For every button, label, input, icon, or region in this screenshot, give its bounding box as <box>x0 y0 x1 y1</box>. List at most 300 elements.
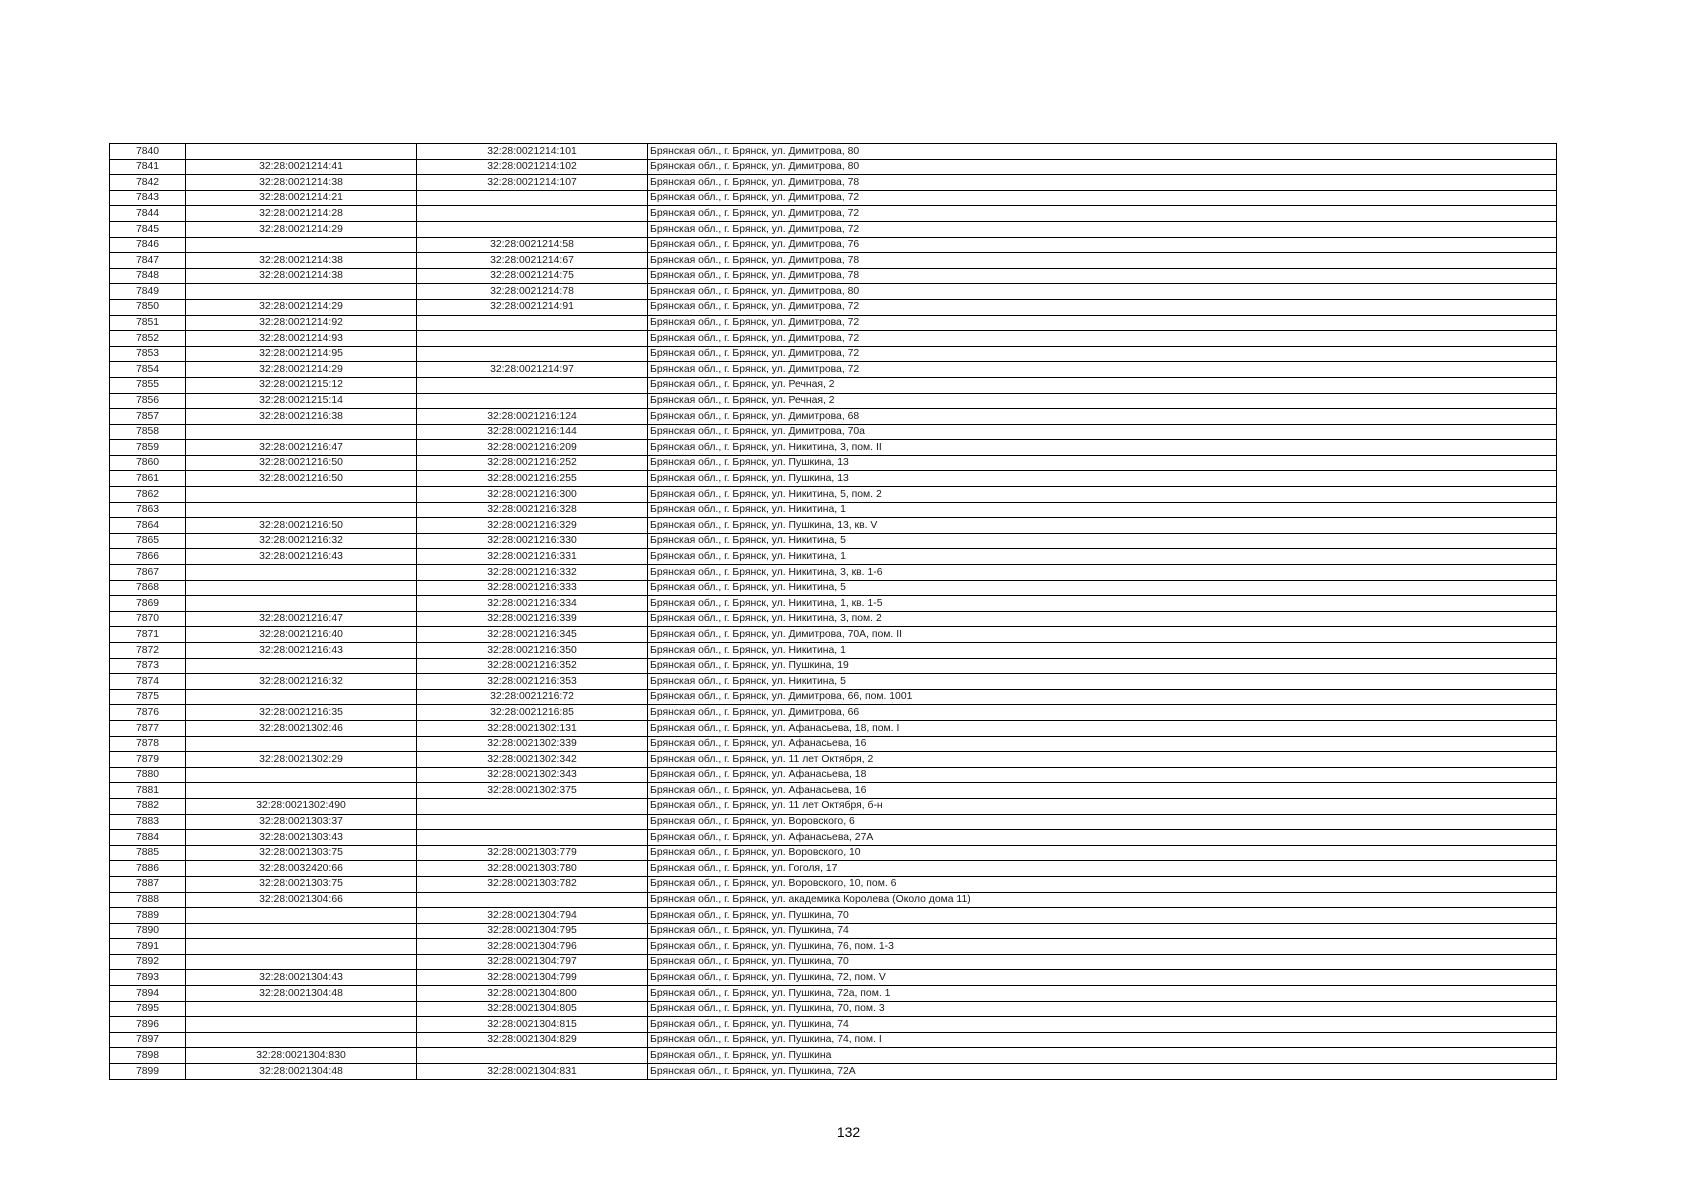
table-row <box>110 1032 1557 1048</box>
row-number-cell: 7859 <box>110 440 186 456</box>
row-number-cell: 7869 <box>110 596 186 612</box>
land-cadastral-number-cell: 32:28:0021216:38 <box>186 409 417 425</box>
row-number-cell: 7880 <box>110 767 186 783</box>
table-row <box>110 377 1557 393</box>
land-cadastral-number-cell <box>186 565 417 581</box>
land-cadastral-number-cell: 32:28:0021302:490 <box>186 798 417 814</box>
table-row <box>110 830 1557 846</box>
table-row <box>110 783 1557 799</box>
row-number-cell: 7886 <box>110 861 186 877</box>
address-cell: Брянская обл., г. Брянск, ул. Пушкина, 74 <box>648 923 1557 939</box>
address-cell: Брянская обл., г. Брянск, ул. Речная, 2 <box>648 377 1557 393</box>
row-number-cell: 7882 <box>110 798 186 814</box>
row-number-cell: 7851 <box>110 315 186 331</box>
row-number-cell: 7888 <box>110 892 186 908</box>
table-row <box>110 939 1557 955</box>
table-row <box>110 221 1557 237</box>
land-cadastral-number-cell: 32:28:0021214:92 <box>186 315 417 331</box>
address-cell: Брянская обл., г. Брянск, ул. Пушкина, 72а, пом. 1 <box>648 986 1557 1002</box>
table-row <box>110 518 1557 534</box>
object-cadastral-number-cell <box>417 892 648 908</box>
address-cell: Брянская обл., г. Брянск, ул. Афанасьева, 27А <box>648 830 1557 846</box>
address-cell: Брянская обл., г. Брянск, ул. Димитрова, 68 <box>648 409 1557 425</box>
address-cell: Брянская обл., г. Брянск, ул. 11 лет Октября, 2 <box>648 752 1557 768</box>
row-number-cell: 7877 <box>110 720 186 736</box>
address-cell: Брянская обл., г. Брянск, ул. Гоголя, 17 <box>648 861 1557 877</box>
row-number-cell: 7861 <box>110 471 186 487</box>
row-number-cell: 7873 <box>110 658 186 674</box>
table-row <box>110 346 1557 362</box>
land-cadastral-number-cell: 32:28:0021303:75 <box>186 845 417 861</box>
object-cadastral-number-cell: 32:28:0021216:255 <box>417 471 648 487</box>
cadastral-table <box>109 143 1557 1080</box>
address-cell: Брянская обл., г. Брянск, ул. Никитина, 1, кв. 1-5 <box>648 596 1557 612</box>
object-cadastral-number-cell <box>417 221 648 237</box>
table-row <box>110 970 1557 986</box>
table-row <box>110 331 1557 347</box>
row-number-cell: 7890 <box>110 923 186 939</box>
object-cadastral-number-cell: 32:28:0021216:329 <box>417 518 648 534</box>
address-cell: Брянская обл., г. Брянск, ул. Димитрова, 66, пом. 1001 <box>648 689 1557 705</box>
land-cadastral-number-cell: 32:28:0021302:46 <box>186 720 417 736</box>
land-cadastral-number-cell <box>186 783 417 799</box>
row-number-cell: 7841 <box>110 159 186 175</box>
row-number-cell: 7860 <box>110 455 186 471</box>
land-cadastral-number-cell <box>186 736 417 752</box>
row-number-cell: 7895 <box>110 1001 186 1017</box>
land-cadastral-number-cell: 32:28:0021214:38 <box>186 253 417 269</box>
table-row <box>110 986 1557 1002</box>
object-cadastral-number-cell: 32:28:0021304:797 <box>417 954 648 970</box>
address-cell: Брянская обл., г. Брянск, ул. Пушкина, 13 <box>648 471 1557 487</box>
object-cadastral-number-cell: 32:28:0021302:342 <box>417 752 648 768</box>
object-cadastral-number-cell: 32:28:0021216:332 <box>417 565 648 581</box>
table-row <box>110 643 1557 659</box>
object-cadastral-number-cell: 32:28:0021303:782 <box>417 876 648 892</box>
address-cell: Брянская обл., г. Брянск, ул. Никитина, 1 <box>648 643 1557 659</box>
row-number-cell: 7865 <box>110 533 186 549</box>
object-cadastral-number-cell <box>417 190 648 206</box>
land-cadastral-number-cell: 32:28:0021214:21 <box>186 190 417 206</box>
object-cadastral-number-cell <box>417 377 648 393</box>
table-row <box>110 720 1557 736</box>
table-row <box>110 424 1557 440</box>
table-row <box>110 565 1557 581</box>
object-cadastral-number-cell: 32:28:0021216:252 <box>417 455 648 471</box>
land-cadastral-number-cell: 32:28:0021303:43 <box>186 830 417 846</box>
object-cadastral-number-cell: 32:28:0021304:796 <box>417 939 648 955</box>
object-cadastral-number-cell: 32:28:0021304:815 <box>417 1017 648 1033</box>
land-cadastral-number-cell: 32:28:0021216:43 <box>186 643 417 659</box>
table-row <box>110 471 1557 487</box>
row-number-cell: 7867 <box>110 565 186 581</box>
address-cell: Брянская обл., г. Брянск, ул. Никитина, 1 <box>648 549 1557 565</box>
address-cell: Брянская обл., г. Брянск, ул. Воровского, 10 <box>648 845 1557 861</box>
land-cadastral-number-cell <box>186 502 417 518</box>
land-cadastral-number-cell: 32:28:0021304:43 <box>186 970 417 986</box>
address-cell: Брянская обл., г. Брянск, ул. Димитрова, 72 <box>648 346 1557 362</box>
land-cadastral-number-cell: 32:28:0021304:48 <box>186 1064 417 1080</box>
land-cadastral-number-cell <box>186 424 417 440</box>
land-cadastral-number-cell: 32:28:0021304:48 <box>186 986 417 1002</box>
table-row <box>110 1048 1557 1064</box>
address-cell: Брянская обл., г. Брянск, ул. Пушкина, 70 <box>648 908 1557 924</box>
object-cadastral-number-cell: 32:28:0021214:107 <box>417 175 648 191</box>
object-cadastral-number-cell: 32:28:0021216:85 <box>417 705 648 721</box>
table-row <box>110 892 1557 908</box>
land-cadastral-number-cell: 32:28:0021214:29 <box>186 221 417 237</box>
address-cell: Брянская обл., г. Брянск, ул. Пушкина, 74, пом. I <box>648 1032 1557 1048</box>
table-row <box>110 611 1557 627</box>
land-cadastral-number-cell: 32:28:0021214:29 <box>186 299 417 315</box>
table-row <box>110 908 1557 924</box>
table-row <box>110 268 1557 284</box>
address-cell: Брянская обл., г. Брянск, ул. Пушкина, 13 <box>648 455 1557 471</box>
row-number-cell: 7876 <box>110 705 186 721</box>
table-row <box>110 876 1557 892</box>
row-number-cell: 7891 <box>110 939 186 955</box>
row-number-cell: 7878 <box>110 736 186 752</box>
row-number-cell: 7872 <box>110 643 186 659</box>
object-cadastral-number-cell: 32:28:0021216:333 <box>417 580 648 596</box>
table-row <box>110 144 1557 160</box>
address-cell: Брянская обл., г. Брянск, ул. Речная, 2 <box>648 393 1557 409</box>
object-cadastral-number-cell: 32:28:0021216:328 <box>417 502 648 518</box>
table-row <box>110 1064 1557 1080</box>
table-row <box>110 159 1557 175</box>
address-cell: Брянская обл., г. Брянск, ул. Афанасьева, 18, пом. I <box>648 720 1557 736</box>
land-cadastral-number-cell: 32:28:0021216:40 <box>186 627 417 643</box>
land-cadastral-number-cell: 32:28:0021303:37 <box>186 814 417 830</box>
table-row <box>110 689 1557 705</box>
row-number-cell: 7881 <box>110 783 186 799</box>
object-cadastral-number-cell: 32:28:0021302:131 <box>417 720 648 736</box>
object-cadastral-number-cell: 32:28:0021303:780 <box>417 861 648 877</box>
land-cadastral-number-cell <box>186 596 417 612</box>
row-number-cell: 7887 <box>110 876 186 892</box>
address-cell: Брянская обл., г. Брянск, ул. Воровского, 6 <box>648 814 1557 830</box>
land-cadastral-number-cell <box>186 1017 417 1033</box>
address-cell: Брянская обл., г. Брянск, ул. Пушкина, 13, кв. V <box>648 518 1557 534</box>
object-cadastral-number-cell: 32:28:0021214:67 <box>417 253 648 269</box>
address-cell: Брянская обл., г. Брянск, ул. Димитрова, 78 <box>648 253 1557 269</box>
address-cell: Брянская обл., г. Брянск, ул. Димитрова, 72 <box>648 315 1557 331</box>
land-cadastral-number-cell <box>186 689 417 705</box>
land-cadastral-number-cell: 32:28:0021216:50 <box>186 455 417 471</box>
address-cell: Брянская обл., г. Брянск, ул. Пушкина, 72, пом. V <box>648 970 1557 986</box>
object-cadastral-number-cell <box>417 331 648 347</box>
address-cell: Брянская обл., г. Брянск, ул. Димитрова, 72 <box>648 206 1557 222</box>
land-cadastral-number-cell: 32:28:0021214:95 <box>186 346 417 362</box>
object-cadastral-number-cell: 32:28:0021216:330 <box>417 533 648 549</box>
object-cadastral-number-cell: 32:28:0021304:831 <box>417 1064 648 1080</box>
address-cell: Брянская обл., г. Брянск, ул. Димитрова, 72 <box>648 221 1557 237</box>
address-cell: Брянская обл., г. Брянск, ул. Никитина, 3, пом. II <box>648 440 1557 456</box>
land-cadastral-number-cell: 32:28:0021216:35 <box>186 705 417 721</box>
address-cell: Брянская обл., г. Брянск, ул. Димитрова, 76 <box>648 237 1557 253</box>
row-number-cell: 7893 <box>110 970 186 986</box>
row-number-cell: 7899 <box>110 1064 186 1080</box>
object-cadastral-number-cell: 32:28:0021216:352 <box>417 658 648 674</box>
row-number-cell: 7874 <box>110 674 186 690</box>
land-cadastral-number-cell: 32:28:0021214:29 <box>186 362 417 378</box>
table-row <box>110 705 1557 721</box>
object-cadastral-number-cell: 32:28:0021214:58 <box>417 237 648 253</box>
object-cadastral-number-cell: 32:28:0021304:799 <box>417 970 648 986</box>
row-number-cell: 7844 <box>110 206 186 222</box>
land-cadastral-number-cell <box>186 1001 417 1017</box>
land-cadastral-number-cell: 32:28:0021216:50 <box>186 471 417 487</box>
table-row <box>110 502 1557 518</box>
object-cadastral-number-cell: 32:28:0021304:795 <box>417 923 648 939</box>
address-cell: Брянская обл., г. Брянск, ул. Пушкина, 70 <box>648 954 1557 970</box>
object-cadastral-number-cell: 32:28:0021304:829 <box>417 1032 648 1048</box>
object-cadastral-number-cell: 32:28:0021302:343 <box>417 767 648 783</box>
row-number-cell: 7856 <box>110 393 186 409</box>
address-cell: Брянская обл., г. Брянск, ул. Никитина, 5 <box>648 674 1557 690</box>
table-row <box>110 533 1557 549</box>
object-cadastral-number-cell: 32:28:0021214:102 <box>417 159 648 175</box>
address-cell: Брянская обл., г. Брянск, ул. академика Королева (Около дома 11) <box>648 892 1557 908</box>
land-cadastral-number-cell <box>186 954 417 970</box>
table-row <box>110 315 1557 331</box>
land-cadastral-number-cell <box>186 923 417 939</box>
land-cadastral-number-cell: 32:28:0021214:28 <box>186 206 417 222</box>
address-cell: Брянская обл., г. Брянск, ул. Пушкина, 19 <box>648 658 1557 674</box>
address-cell: Брянская обл., г. Брянск, ул. Димитрова, 66 <box>648 705 1557 721</box>
table-row <box>110 767 1557 783</box>
table-row <box>110 362 1557 378</box>
address-cell: Брянская обл., г. Брянск, ул. Афанасьева, 16 <box>648 783 1557 799</box>
address-cell: Брянская обл., г. Брянск, ул. Никитина, 5, пом. 2 <box>648 487 1557 503</box>
table-row <box>110 954 1557 970</box>
row-number-cell: 7897 <box>110 1032 186 1048</box>
table-row <box>110 674 1557 690</box>
object-cadastral-number-cell: 32:28:0021216:345 <box>417 627 648 643</box>
address-cell: Брянская обл., г. Брянск, ул. Димитрова, 80 <box>648 159 1557 175</box>
row-number-cell: 7870 <box>110 611 186 627</box>
table-row <box>110 253 1557 269</box>
table-row <box>110 861 1557 877</box>
address-cell: Брянская обл., г. Брянск, ул. Никитина, 5 <box>648 533 1557 549</box>
object-cadastral-number-cell <box>417 315 648 331</box>
table-row <box>110 798 1557 814</box>
address-cell: Брянская обл., г. Брянск, ул. Димитрова, 72 <box>648 299 1557 315</box>
table-row <box>110 814 1557 830</box>
row-number-cell: 7845 <box>110 221 186 237</box>
table-row <box>110 658 1557 674</box>
address-cell: Брянская обл., г. Брянск, ул. Афанасьева, 18 <box>648 767 1557 783</box>
row-number-cell: 7889 <box>110 908 186 924</box>
table-row <box>110 393 1557 409</box>
object-cadastral-number-cell: 32:28:0021216:300 <box>417 487 648 503</box>
object-cadastral-number-cell: 32:28:0021216:72 <box>417 689 648 705</box>
address-cell: Брянская обл., г. Брянск, ул. Пушкина, 70, пом. 3 <box>648 1001 1557 1017</box>
object-cadastral-number-cell: 32:28:0021216:144 <box>417 424 648 440</box>
row-number-cell: 7896 <box>110 1017 186 1033</box>
address-cell: Брянская обл., г. Брянск, ул. Димитрова, 72 <box>648 190 1557 206</box>
object-cadastral-number-cell: 32:28:0021214:91 <box>417 299 648 315</box>
address-cell: Брянская обл., г. Брянск, ул. 11 лет Октября, б-н <box>648 798 1557 814</box>
address-cell: Брянская обл., г. Брянск, ул. Афанасьева, 16 <box>648 736 1557 752</box>
object-cadastral-number-cell: 32:28:0021216:353 <box>417 674 648 690</box>
row-number-cell: 7849 <box>110 284 186 300</box>
table-row <box>110 596 1557 612</box>
page-number: 132 <box>836 1124 861 1140</box>
land-cadastral-number-cell: 32:28:0021303:75 <box>186 876 417 892</box>
row-number-cell: 7883 <box>110 814 186 830</box>
land-cadastral-number-cell <box>186 939 417 955</box>
table-row <box>110 845 1557 861</box>
object-cadastral-number-cell: 32:28:0021302:339 <box>417 736 648 752</box>
table-row <box>110 440 1557 456</box>
row-number-cell: 7898 <box>110 1048 186 1064</box>
table-row <box>110 1017 1557 1033</box>
row-number-cell: 7842 <box>110 175 186 191</box>
object-cadastral-number-cell: 32:28:0021216:339 <box>417 611 648 627</box>
land-cadastral-number-cell <box>186 767 417 783</box>
table-row <box>110 752 1557 768</box>
land-cadastral-number-cell <box>186 237 417 253</box>
land-cadastral-number-cell: 32:28:0021216:50 <box>186 518 417 534</box>
row-number-cell: 7852 <box>110 331 186 347</box>
row-number-cell: 7855 <box>110 377 186 393</box>
table-row <box>110 409 1557 425</box>
row-number-cell: 7848 <box>110 268 186 284</box>
row-number-cell: 7864 <box>110 518 186 534</box>
object-cadastral-number-cell <box>417 346 648 362</box>
table-row <box>110 237 1557 253</box>
row-number-cell: 7843 <box>110 190 186 206</box>
object-cadastral-number-cell: 32:28:0021304:805 <box>417 1001 648 1017</box>
row-number-cell: 7863 <box>110 502 186 518</box>
row-number-cell: 7847 <box>110 253 186 269</box>
row-number-cell: 7850 <box>110 299 186 315</box>
row-number-cell: 7858 <box>110 424 186 440</box>
table-row <box>110 1001 1557 1017</box>
table-row <box>110 487 1557 503</box>
address-cell: Брянская обл., г. Брянск, ул. Пушкина, 74 <box>648 1017 1557 1033</box>
table-row <box>110 923 1557 939</box>
table-row <box>110 284 1557 300</box>
land-cadastral-number-cell: 32:28:0021304:66 <box>186 892 417 908</box>
address-cell: Брянская обл., г. Брянск, ул. Никитина, 3, пом. 2 <box>648 611 1557 627</box>
address-cell: Брянская обл., г. Брянск, ул. Димитрова, 70а <box>648 424 1557 440</box>
object-cadastral-number-cell: 32:28:0021214:101 <box>417 144 648 160</box>
object-cadastral-number-cell <box>417 206 648 222</box>
land-cadastral-number-cell: 32:28:0021302:29 <box>186 752 417 768</box>
object-cadastral-number-cell <box>417 798 648 814</box>
address-cell: Брянская обл., г. Брянск, ул. Димитрова, 78 <box>648 268 1557 284</box>
row-number-cell: 7879 <box>110 752 186 768</box>
row-number-cell: 7885 <box>110 845 186 861</box>
land-cadastral-number-cell <box>186 1032 417 1048</box>
address-cell: Брянская обл., г. Брянск, ул. Никитина, 5 <box>648 580 1557 596</box>
land-cadastral-number-cell <box>186 284 417 300</box>
land-cadastral-number-cell: 32:28:0021214:93 <box>186 331 417 347</box>
land-cadastral-number-cell: 32:28:0021216:32 <box>186 533 417 549</box>
land-cadastral-number-cell: 32:28:0021214:38 <box>186 268 417 284</box>
address-cell: Брянская обл., г. Брянск, ул. Никитина, 3, кв. 1-6 <box>648 565 1557 581</box>
land-cadastral-number-cell: 32:28:0021214:38 <box>186 175 417 191</box>
land-cadastral-number-cell: 32:28:0021215:12 <box>186 377 417 393</box>
address-cell: Брянская обл., г. Брянск, ул. Димитрова, 78 <box>648 175 1557 191</box>
table-row <box>110 455 1557 471</box>
land-cadastral-number-cell: 32:28:0021214:41 <box>186 159 417 175</box>
object-cadastral-number-cell: 32:28:0021303:779 <box>417 845 648 861</box>
address-cell: Брянская обл., г. Брянск, ул. Димитрова, 70А, пом. II <box>648 627 1557 643</box>
object-cadastral-number-cell: 32:28:0021216:334 <box>417 596 648 612</box>
object-cadastral-number-cell: 32:28:0021214:75 <box>417 268 648 284</box>
land-cadastral-number-cell <box>186 908 417 924</box>
object-cadastral-number-cell: 32:28:0021216:209 <box>417 440 648 456</box>
object-cadastral-number-cell <box>417 830 648 846</box>
land-cadastral-number-cell: 32:28:0021216:47 <box>186 440 417 456</box>
row-number-cell: 7875 <box>110 689 186 705</box>
row-number-cell: 7857 <box>110 409 186 425</box>
row-number-cell: 7894 <box>110 986 186 1002</box>
table-body <box>110 144 1557 1080</box>
table-row <box>110 175 1557 191</box>
land-cadastral-number-cell: 32:28:0021216:43 <box>186 549 417 565</box>
table-row <box>110 206 1557 222</box>
row-number-cell: 7871 <box>110 627 186 643</box>
object-cadastral-number-cell <box>417 393 648 409</box>
row-number-cell: 7862 <box>110 487 186 503</box>
land-cadastral-number-cell: 32:28:0021215:14 <box>186 393 417 409</box>
land-cadastral-number-cell <box>186 658 417 674</box>
land-cadastral-number-cell <box>186 144 417 160</box>
row-number-cell: 7884 <box>110 830 186 846</box>
table-row <box>110 627 1557 643</box>
address-cell: Брянская обл., г. Брянск, ул. Димитрова, 80 <box>648 284 1557 300</box>
row-number-cell: 7892 <box>110 954 186 970</box>
table-row <box>110 299 1557 315</box>
address-cell: Брянская обл., г. Брянск, ул. Димитрова, 80 <box>648 144 1557 160</box>
row-number-cell: 7868 <box>110 580 186 596</box>
row-number-cell: 7840 <box>110 144 186 160</box>
row-number-cell: 7846 <box>110 237 186 253</box>
table-row <box>110 580 1557 596</box>
object-cadastral-number-cell: 32:28:0021304:800 <box>417 986 648 1002</box>
address-cell: Брянская обл., г. Брянск, ул. Никитина, 1 <box>648 502 1557 518</box>
object-cadastral-number-cell: 32:28:0021302:375 <box>417 783 648 799</box>
object-cadastral-number-cell <box>417 814 648 830</box>
object-cadastral-number-cell <box>417 1048 648 1064</box>
table-row <box>110 549 1557 565</box>
object-cadastral-number-cell: 32:28:0021216:350 <box>417 643 648 659</box>
address-cell: Брянская обл., г. Брянск, ул. Пушкина <box>648 1048 1557 1064</box>
object-cadastral-number-cell: 32:28:0021304:794 <box>417 908 648 924</box>
address-cell: Брянская обл., г. Брянск, ул. Воровского, 10, пом. 6 <box>648 876 1557 892</box>
object-cadastral-number-cell: 32:28:0021214:78 <box>417 284 648 300</box>
address-cell: Брянская обл., г. Брянск, ул. Димитрова, 72 <box>648 331 1557 347</box>
row-number-cell: 7853 <box>110 346 186 362</box>
table-row <box>110 190 1557 206</box>
row-number-cell: 7866 <box>110 549 186 565</box>
land-cadastral-number-cell: 32:28:0021216:32 <box>186 674 417 690</box>
object-cadastral-number-cell: 32:28:0021214:97 <box>417 362 648 378</box>
land-cadastral-number-cell <box>186 580 417 596</box>
land-cadastral-number-cell: 32:28:0021304:830 <box>186 1048 417 1064</box>
row-number-cell: 7854 <box>110 362 186 378</box>
table-row <box>110 736 1557 752</box>
address-cell: Брянская обл., г. Брянск, ул. Пушкина, 72А <box>648 1064 1557 1080</box>
address-cell: Брянская обл., г. Брянск, ул. Димитрова, 72 <box>648 362 1557 378</box>
land-cadastral-number-cell: 32:28:0021216:47 <box>186 611 417 627</box>
object-cadastral-number-cell: 32:28:0021216:124 <box>417 409 648 425</box>
address-cell: Брянская обл., г. Брянск, ул. Пушкина, 76, пом. 1-3 <box>648 939 1557 955</box>
